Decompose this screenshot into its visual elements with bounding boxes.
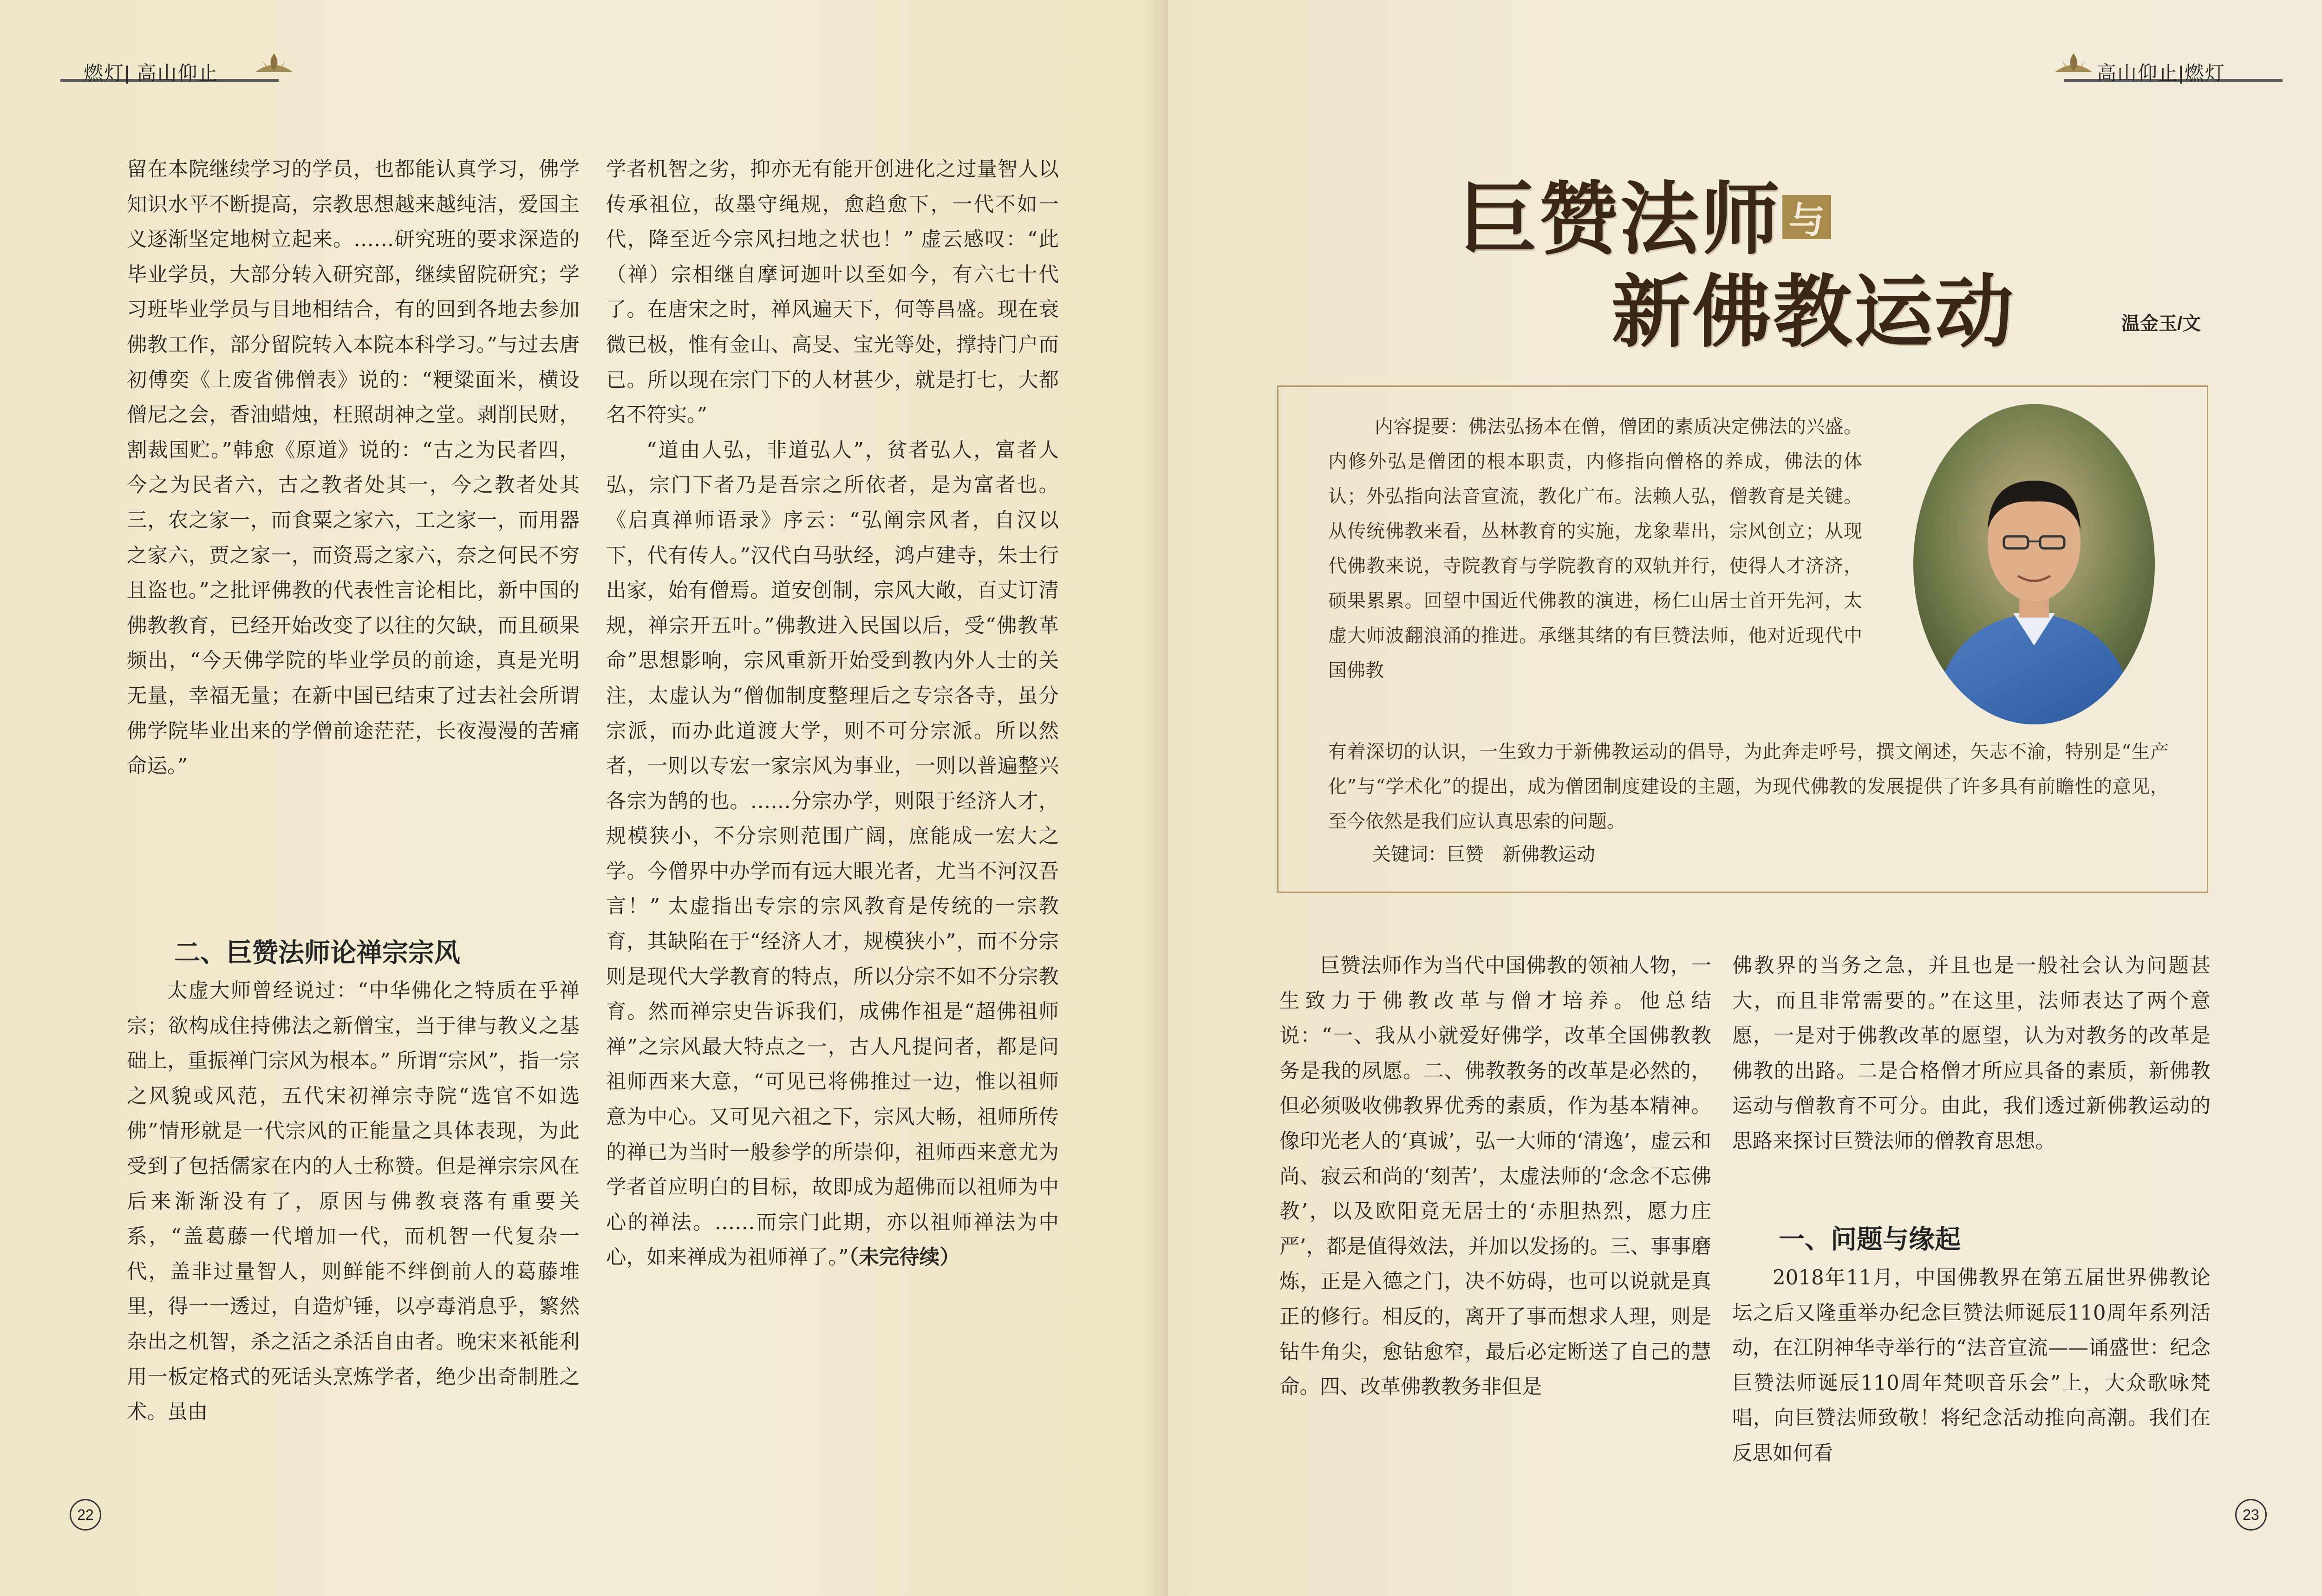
portrait-image (1913, 404, 2155, 724)
paragraph: 佛教界的当务之急，并且也是一般社会认为问题甚大，而且非常需要的。”在这里，法师表达了两个意愿，一是对于佛教改革的愿望，认为对教务的改革是佛教的出路。二是合格僧才所应具备的素质，新佛教运动与僧教育不可分。由此，我们透过新佛教运动的思路来探讨巨赞法师的僧教育思想。 (1732, 954, 2211, 1153)
to-be-continued: （未完待续） (848, 1246, 960, 1269)
abstract-text-bottom (1328, 735, 2169, 839)
lotus-icon (253, 49, 295, 77)
right-header-label: 高山仰止|燃灯 (2097, 62, 2225, 84)
page-number-left: 22 (70, 1499, 101, 1531)
left-header-label: 燃灯| 高山仰止 (84, 62, 219, 84)
abstract-part-2: 有着深切的认识，一生致力于新佛教运动的倡导，为此奔走呼号，撰文阐述，矢志不渝，特别是“生产化”与“学术化”的提出，成为僧团制度建设的主题，为现代佛教的发展提供了许多具有前瞻性的意见，至今依然是我们应认真思索的问题。 (1328, 741, 2169, 832)
left-header (0, 53, 1168, 86)
paragraph: 太虚大师曾经说过：“中华佛化之特质在乎禅宗；欲构成住持佛法之新僧宝，当于律与教义之基础上，重振禅门宗风为根本。” 所谓“宗风”，指一宗之风貌或风范，五代宋初禅宗寺院“选官不如选佛”情形就是一代宗风的正能量之具体表现，为此受到了包括儒家在内的人士称赞。但是禅宗宗风在后来渐渐没有了，原因与佛教衰落有重要关系，“盖葛藤一代增加一代，而机智一代复杂一代，盖非过量智人，则鲜能不绊倒前人的葛藤堆里，得一一透过，自造炉锤，以亭毒消息乎，繁然杂出之机智，杀之活之杀活自由者。晚宋来衹能利用一板定格式的死话头烹炼学者，绝少出奇制胜之术。虽由 (127, 979, 580, 1424)
left-column-1-bottom (127, 974, 580, 1430)
article-title-line-2: 新佛教运动 (1611, 266, 2016, 358)
paragraph: 2018年11月，中国佛教界在第五届世界佛教论坛之后又隆重举办纪念巨赞法师诞辰110周年系列活动，在江阴神华寺举行的“法音宣流——诵盛世：纪念巨赞法师诞辰110周年梵呗音乐会”上，大众歌咏梵唱，向巨赞法师致敬！将纪念活动推向高潮。我们在反思如何看 (1732, 1266, 2211, 1465)
left-column-1-top (127, 152, 580, 784)
paragraph: 学者机智之劣，抑亦无有能开创进化之过量智人以传承祖位，故墨守绳规，愈趋愈下，一代不如一代，降至近今宗风扫地之状也！” 虚云感叹：“此（禅）宗相继自摩诃迦叶以至如今，有六七十代了。在唐宋之时，禅风遍天下，何等昌盛。现在衰微已极，惟有金山、高旻、宝光等处，撑持门户而已。所以现在宗门下的人材甚少，就是打七，大都名不符实。” (606, 158, 1059, 427)
left-column-2 (606, 152, 1059, 1276)
section-heading: 二、巨赞法师论禅宗宗风 (174, 938, 460, 967)
paragraph: 巨赞法师作为当代中国佛教的领袖人物，一生致力于佛教改革与僧才培养。他总结说：“一、我从小就爱好佛学，改革全国佛教教务是我的夙愿。二、佛教教务的改革是必然的，但必须吸收佛教界优秀的素质，作为基本精神。像印光老人的‘真诚’，弘一大师的‘清逸’，虚云和尚、寂云和尚的‘刻苦’，太虚法师的‘念念不忘佛教’，以及欧阳竟无居士的‘赤胆热烈，愿力庄严’，都是值得效法，并加以发扬的。三、事事磨炼，正是入德之门，决不妨碍，也可以说就是真正的修行。相反的，离开了事而想求人理，则是钻牛角尖，愈钻愈窄，最后必定断送了自己的慧命。四、改革佛教教务非但是 (1279, 954, 1711, 1399)
keywords: 关键词：巨赞 新佛教运动 (1372, 844, 1595, 865)
page-number-right: 23 (2235, 1499, 2267, 1531)
right-column-2 (1732, 949, 2211, 1160)
right-header (1168, 53, 2322, 86)
right-column-1 (1279, 949, 1711, 1405)
paragraph (606, 433, 1059, 1276)
right-column-2-lower (1732, 1261, 2211, 1472)
paragraph: 留在本院继续学习的学员，也都能认真学习，佛学知识水平不断提高，宗教思想越来越纯洁，爱国主义逐渐坚定地树立起来。……研究班的要求深造的毕业学员，大部分转入研究部，继续留院研究；学习班毕业学员与目地相结合，有的回到各地去参加佛教工作，部分留院转入本院本科学习。”与过去唐初傅奕《上废省佛僧表》说的：“粳粱面米，横设僧尼之会，香油蜡烛，枉照胡神之堂。剥削民财，割裁国贮。”韩愈《原道》说的：“古之为民者四，今之为民者六，古之教者处其一，今之教者处其三，农之家一，而食粟之家六，工之家一，而用器之家六，贾之家一，而资焉之家六，奈之何民不穷且盗也。”之批评佛教的代表性言论相比，新中国的佛教教育，已经开始改变了以往的欠缺，而且硕果频出，“今天佛学院的毕业学员的前途，真是光明无量，幸福无量；在新中国已结束了过去社会所谓佛学院毕业出来的学僧前途茫茫，长夜漫漫的苦痛命运。” (127, 158, 580, 778)
title-connector: 与 (1782, 195, 1831, 239)
abstract-part-1: 内容提要：佛法弘扬本在僧，僧团的素质决定佛法的兴盛。内修外弘是僧团的根本职责，内修指向僧格的养成，佛法的体认；外弘指向法音宣流，教化广布。法赖人弘，僧教育是关键。从传统佛教来看，丛林教育的实施，龙象辈出，宗风创立；从现代佛教来说，寺院教育与学院教育的双轨并行，使得人才济济，硕果累累。回望中国近代佛教的演进，杨仁山居士首开先河，太虚大师波翻浪涌的推进。承继其绪的有巨赞法师，他对近现代中国佛教 (1328, 416, 1862, 681)
author-byline: 温金玉/文 (2121, 313, 2201, 334)
author-portrait (1913, 404, 2155, 724)
paragraph-text: “道由人弘，非道弘人”，贫者弘人，富者人弘，宗门下者乃是吾宗之所依者，是为富者也。《启真禅师语录》序云：“弘阐宗风者，自汉以下，代有传人。”汉代白马驮经，鸿卢建寺，朱士行出家，始有僧焉。道安创制，宗风大敞，百丈订清规，禅宗开五叶。”佛教进入民国以后，受“佛教革命”思想影响，宗风重新开始受到教内外人士的关注，太虚认为“僧伽制度整理后之专宗各寺，虽分宗派，而办此道渡大学，则不可分宗派。所以然者，一则以专宏一家宗风为事业，一则以普遍整兴各宗为鹄的也。……分宗办学，则限于经济人才，规模狭小，不分宗则范围广阔，庶能成一宏大之学。今僧界中办学而有远大眼光者，尤当不河汉吾言！” 太虚指出专宗的宗风教育是传统的一宗教育，其缺陷在于“经济人才，规模狭小”，而不分宗则是现代大学教育的特点，所以分宗不如不分宗教育。然而禅宗史告诉我们，成佛作祖是“超佛祖师禅”之宗风最大特点之一，古人凡提问者，都是问祖师西来大意，“可见已将佛推过一边，惟以祖师意为中心。又可见六祖之下，宗风大畅，祖师所传的禅已为当时一般参学的所崇仰，祖师西来意尤为学者首应明白的目标，故即成为超佛而以祖师为中心的禅法。……而宗门此期，亦以祖师禅法为中心，如来禅成为祖师禅了。” (606, 438, 1059, 1270)
lotus-icon (2053, 49, 2094, 77)
article-title-line-1: 巨赞法师 (1458, 173, 1782, 266)
section-heading: 一、问题与缘起 (1779, 1225, 1961, 1254)
abstract-text-top (1328, 410, 1862, 688)
